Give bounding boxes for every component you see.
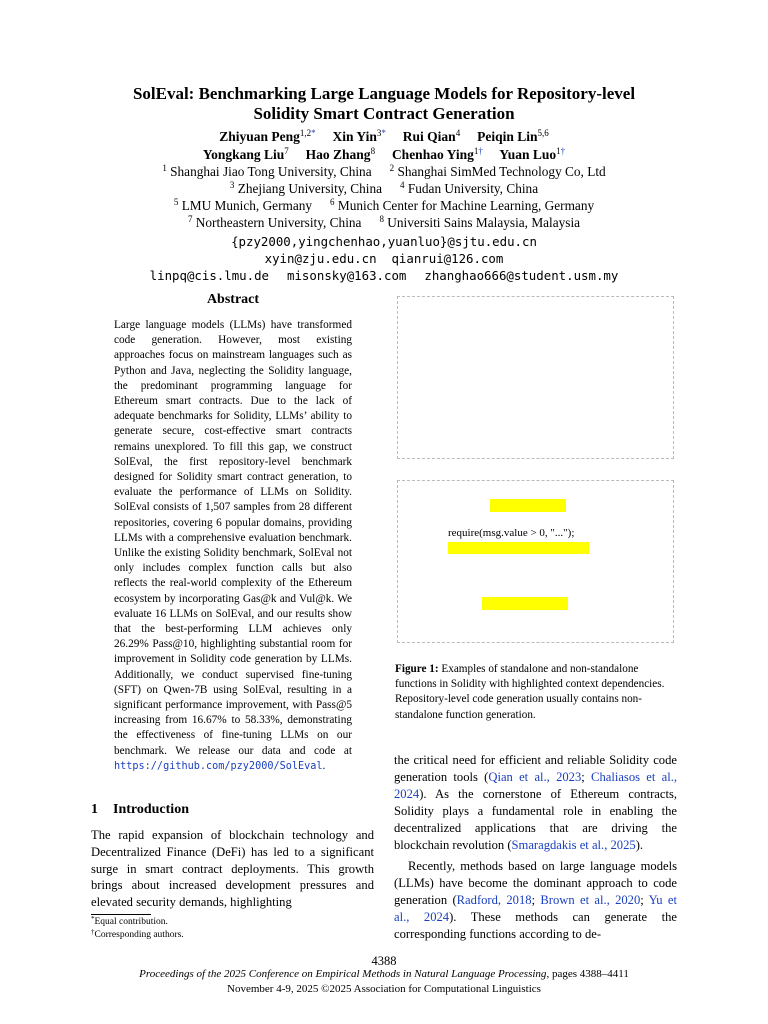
abstract-text: Large language models (LLMs) have transformed code generation. However, most existing approaches focus on mainstream languages such as Python and Java, neglecting the Solidity language, the predominant programming language for Ethereum smart contracts. Due to the lack of adequate benchmarks for Solidity, LLMs’ ability to generate secure, cost-effective smart contracts remains unexplored. To fill this gap, we construct SolEval, the first repository-level benchmark designed for Solidity smart contract generation, to evaluate the performance of LLMs on Solidity. SolEval consists of 1,507 samples from 28 different repositories, covering 6 popular domains, providing LLMs with a comprehensive evaluation benchmark. Unlike the existing Solidity benchmark, SolEval not only includes complex function calls but also reflects the real-world complexity of the Ethereum ecosystem by incorporating Gas@k and Vul@k. We evaluate 16 LLMs on SolEval, and our results show that the best-performing LLM achieves only 26.29% Pass@10, highlighting substantial room for improvement in Solidity code generation by LLMs. Additionally, we conduct supervised fine-tuning (SFT) on Qwen-7B using SolEval, resulting in a significant performance improvement, with Pass@5 increasing from 16.67% to 58.33%, demonstrating the effectiveness of fine-tuning LLMs on our benchmark. We release our data and code at [114, 319, 352, 757]
author: Rui Qian [402, 129, 456, 144]
author: Zhiyuan Peng [219, 129, 300, 144]
proceedings-line-1: Proceedings of the 2025 Conference on Empirical Methods in Natural Language Processing, pages 4388–4411 [139, 968, 629, 980]
figure-caption [395, 662, 677, 723]
figure-panel-non-standalone [397, 480, 674, 643]
title-line-1: SolEval: Benchmarking Large Language Models for Repository-level [132, 84, 636, 103]
author-row-2: Yongkang Liu$^7$ Hao Zhang$^8$ Chenhao Ying$^{1\dagger}$ Yuan Luo$^{1\dagger}$ [202, 145, 566, 162]
highlight-block [448, 542, 589, 554]
citation-link[interactable]: Radford, 2018 [456, 893, 532, 907]
author: Peiqin Lin [477, 129, 538, 144]
citation-link[interactable]: Brown et al., 2020 [540, 893, 641, 907]
author: Yongkang Liu [202, 146, 285, 162]
footnote-divider [91, 914, 151, 915]
footnote-equal-contribution: *Equal contribution. [91, 915, 168, 927]
affiliation-row: $^7$ Northeastern University, China $^8$ Universiti Sains Malaysia, Malaysia [187, 214, 581, 230]
section-number: 1 [91, 802, 98, 817]
abstract-body: Large language models (LLMs) have transformed code generation. However, most existing approaches focus on mainstream languages such as Python and Java, neglecting the Solidity language, the predominant programming language for Ethereum smart contracts. Due to the lack of adequate benchmarks for Solidity, LLMs’ ability to generate secure, cost-effective smart contracts remains unexplored. To fill this gap, we construct SolEval, the first repository-level benchmark designed for Solidity smart contract generation, to evaluate the performance of LLMs on Solidity. SolEval consists of 1,507 samples from 28 different repositories, covering 6 popular domains, providing LLMs with a comprehensive evaluation benchmark. Unlike the existing Solidity benchmark, SolEval not only includes complex function calls but also reflects the real-world complexity of the Ethereum ecosystem by incorporating Gas@k and Vul@k. We evaluate 16 LLMs on SolEval, and our results show that the best-performing LLM achieves only 26.29% Pass@10, highlighting substantial room for improvement in Solidity code generation by LLMs. Additionally, we conduct supervised fine-tuning (SFT) on Qwen-7B using SolEval, resulting in a significant performance improvement, with Pass@5 increasing from 16.67% to 58.33%, demonstrating the effectiveness of fine-tuning LLMs on our benchmark. We release our data and code at https://github.com/pzy2000/SolEval. [114, 319, 352, 772]
author: Yuan Luo [499, 146, 557, 162]
title-line-2: Solidity Smart Contract Generation [253, 104, 515, 123]
section-heading-introduction [91, 802, 374, 818]
author-row-1: Zhiyuan Peng$^{1,2*}$ Xin Yin$^{3*}$ Rui Qian$^4$ Peiqin Lin$^{5,6}$ [219, 128, 549, 144]
citation-link[interactable]: Chaliasos et al., 2024 [394, 770, 678, 801]
figure-caption-text: Examples of standalone and non-standalone functions in Solidity with highlighted context dependencies. Repository-level code generation usually contains non-standalone function generation. [395, 663, 665, 721]
citation-link[interactable]: Smaragdakis et al., 2025 [511, 838, 636, 852]
citation-link[interactable]: Yu et al., 2024 [394, 893, 677, 924]
section-title: Introduction [113, 802, 189, 817]
email-line: linpq@cis.lmu.de misonsky@163.com zhanghao666@student.usm.my [149, 268, 619, 283]
citation-link[interactable]: Qian et al., 2023 [488, 770, 582, 784]
author-list [40, 128, 728, 163]
author-emails [30, 233, 738, 284]
paper-title [40, 84, 728, 124]
figure-code-line: require(msg.value > 0, "..."); [448, 527, 575, 539]
figure-label: Figure 1: [395, 663, 439, 675]
author: Xin Yin [332, 129, 377, 144]
paragraph: Recently, methods based on large language models (LLMs) have become the dominant approach to code generation (Radford, 2018; Brown et al., 2020; Yu et al., 2024). These methods can generate the corresponding functions according to de- [394, 859, 677, 941]
code-link[interactable]: https://github.com/pzy2000/SolEval [114, 760, 323, 772]
abstract-heading: Abstract [206, 292, 260, 307]
affiliations [40, 163, 728, 231]
author: Chenhao Ying [391, 146, 474, 162]
introduction-paragraph: The rapid expansion of blockchain technology and Decentralized Finance (DeFi) has led to a significant surge in smart contract deployments. This growth brings about increased development pressures and elevated security demands, highlighting [91, 828, 374, 910]
author: Hao Zhang [305, 146, 371, 162]
page-number: 4388 [371, 954, 397, 968]
affiliation-row: $^5$ LMU Munich, Germany $^6$ Munich Center for Machine Learning, Germany [173, 197, 595, 213]
figure-panel-standalone [397, 296, 674, 459]
email-line: {pzy2000,yingchenhao,yuanluo}@sjtu.edu.cn [231, 234, 537, 249]
proceedings-footer [40, 967, 728, 996]
highlight-block [490, 499, 566, 512]
affiliation-row: $^1$ Shanghai Jiao Tong University, China $^2$ Shanghai SimMed Technology Co, Ltd [162, 163, 606, 179]
proceedings-line-2: November 4-9, 2025 ©2025 Association for Computational Linguistics [227, 982, 541, 995]
footnotes [91, 916, 374, 943]
affiliation-row: $^3$ Zhejiang University, China $^4$ Fudan University, China [229, 180, 539, 196]
highlight-block [482, 597, 568, 610]
paragraph: the critical need for efficient and reliable Solidity code generation tools (Qian et al., 2023; Chaliasos et al., 2024). As the cornerstone of Ethereum contracts, Solidity plays a fundamental role in enabling the decentralized applications that are driving the blockchain revolution (Smaragdakis et al., 2025). [394, 753, 678, 852]
right-column-text [394, 752, 677, 943]
footnote-corresponding: †Corresponding authors. [91, 928, 184, 941]
email-line: xyin@zju.edu.cn qianrui@126.com [264, 251, 504, 266]
